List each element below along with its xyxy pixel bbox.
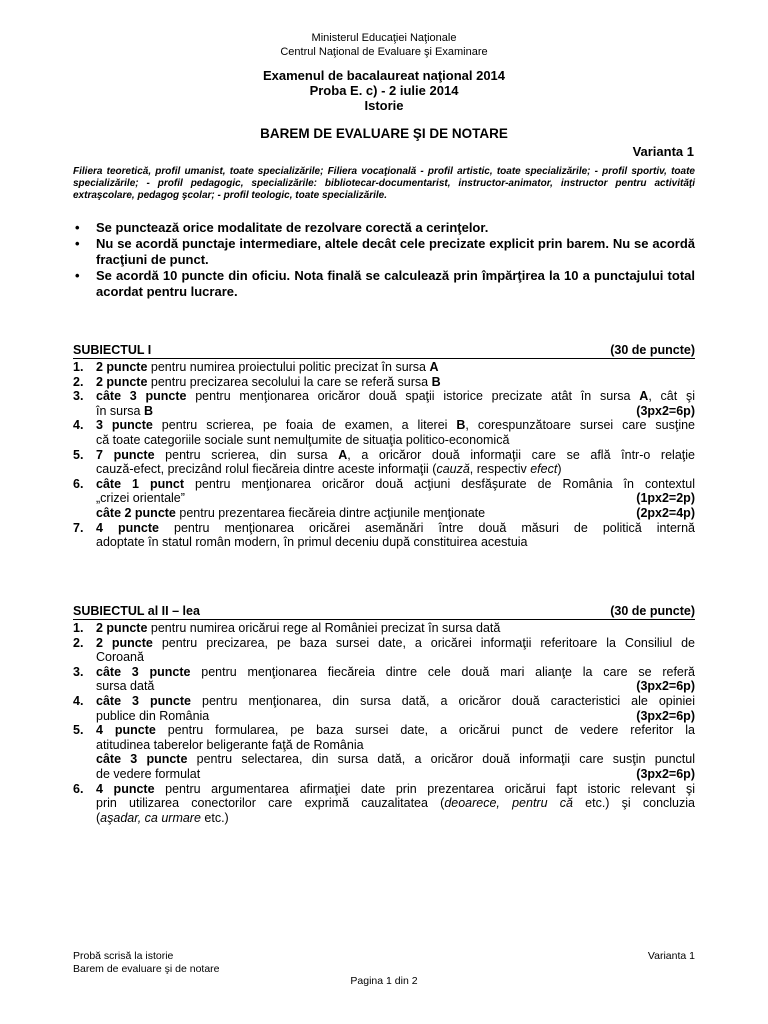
item-number: 1.: [73, 621, 84, 635]
cause-term: cauză: [436, 462, 470, 477]
item-text: etc.) şi concluzia: [572, 796, 695, 811]
item-score: (3px2=6p): [636, 403, 695, 418]
connector-terms: deoarece, pentru că: [444, 796, 573, 811]
filiera-line: sportiv, toate specializările; - profil pedagogic, specializările: bibliotecar-documentarist, instructor-animator,: [73, 166, 695, 189]
item-points: 2 puncte: [96, 621, 148, 635]
item-number: 2.: [73, 635, 84, 650]
item-points: câte 3 puncte: [96, 389, 187, 404]
item-text: etc.): [200, 810, 229, 825]
filiera-line: Filiera teoretică, profil umanist, toate specializările; Filiera vocaţională - profil artistic, toate specializările; - profil: [73, 166, 628, 177]
item-text: pentru menţionarea oricăror două spaţii istorice precizate atât în sursa: [186, 389, 640, 404]
section-heading: [73, 343, 695, 359]
list-item: [73, 477, 695, 521]
list-item: [73, 360, 695, 375]
item-points: 2 puncte: [96, 635, 153, 650]
footer-variant: Varianta 1: [647, 950, 695, 962]
section-title: SUBIECTUL al II – lea: [73, 604, 200, 618]
list-item: [73, 621, 695, 636]
filiera-line: instructor pentru activităţi extraşcolare, pedagog şcolar; - profil teologic, toate specializările.: [73, 178, 696, 201]
item-text: pentru selectarea, din sursa dată, a oricăror două informaţii care susţin punctul: [187, 752, 695, 767]
center-name: Centrul Naţional de Evaluare şi Examinare: [280, 46, 488, 58]
item-points: câte 1 punct: [96, 476, 184, 491]
item-points: 2 puncte: [96, 360, 148, 374]
item-text: pentru menţionarea fiecăreia dintre cele două mari alianţe la care se referă: [190, 664, 696, 679]
section-subiectul-1: [73, 343, 695, 550]
item-text: Coroană: [96, 650, 144, 665]
item-text: sursa dată: [96, 679, 155, 694]
item-points: câte 3 puncte: [96, 752, 188, 767]
footer-doc-name: Barem de evaluare şi de notare: [73, 963, 220, 975]
item-text: , a oricăror două informaţii care se află într-o relaţie: [347, 447, 695, 462]
list-item: [73, 375, 695, 390]
source-label: A: [429, 360, 439, 374]
section-points: (30 de puncte): [610, 343, 695, 357]
exam-subject: Istorie: [364, 98, 404, 113]
item-text: publice din România: [96, 708, 210, 723]
item-text: pentru argumentarea afirmaţiei date prin prezentarea oricărui fapt istoric relevant şi: [154, 781, 695, 796]
item-text: „crizei orientale”: [96, 491, 185, 506]
item-text: pentru precizarea secolului la care se referă sursa: [147, 374, 432, 389]
exam-titles: [0, 68, 768, 113]
item-text: de vedere formulat: [96, 766, 201, 781]
item-text: pentru menţionarea oricăror două acţiuni desfăşurate de România în contextul: [184, 476, 695, 491]
item-points: câte 3 puncte: [96, 664, 191, 679]
section-heading: [73, 604, 695, 620]
item-text: pentru menţionarea oricărei asemănări între două măsuri de politică internă: [158, 520, 695, 535]
source-label: A: [338, 447, 348, 462]
grading-rules: [73, 220, 695, 300]
ministry-name: Ministerul Educaţiei Naţionale: [311, 32, 457, 44]
item-text: (: [96, 810, 101, 825]
barem-title: BAREM DE EVALUARE ŞI DE NOTARE: [260, 126, 508, 141]
item-text: atitudinea taberelor beligerante faţă de România: [96, 737, 364, 752]
section-subiectul-2: [73, 604, 695, 825]
item-number: 2.: [73, 374, 84, 389]
item-number: 6.: [73, 476, 84, 491]
item-number: 5.: [73, 447, 84, 462]
item-text: pentru numirea oricărui rege al României precizat în sursa dată: [147, 621, 501, 635]
section-title: SUBIECTUL I: [73, 343, 152, 357]
item-text: pentru menţionarea, din sursa dată, a oricăror două caracteristici ale opiniei: [190, 693, 695, 708]
list-item: [73, 521, 695, 550]
item-text: , cât şi: [648, 389, 696, 404]
item-text: , corespunzătoare sursei care susţine: [465, 418, 696, 433]
item-score: (3px2=6p): [636, 679, 695, 694]
item-text: pentru precizarea, pe baza sursei date, a oricărei informaţii referitoare la Consiliul de: [152, 635, 695, 650]
effect-term: efect: [530, 462, 558, 477]
item-text: pentru scrierea, din sursa: [154, 447, 339, 462]
item-text: pentru prezentarea fiecăreia dintre acţiunile menţionate: [175, 505, 486, 520]
list-item: [73, 418, 695, 447]
item-number: 5.: [73, 723, 84, 738]
item-text: adoptate în statul român modern, în primul deceniu după constituirea acestuia: [96, 535, 528, 550]
list-item: [73, 782, 695, 826]
item-score: (3px2=6p): [636, 766, 695, 781]
item-number: 4.: [73, 693, 84, 708]
source-label: B: [143, 403, 153, 418]
list-item: [73, 636, 695, 665]
item-number: 1.: [73, 360, 84, 374]
item-text: că toate categoriile sociale sunt nemulţumite de situaţia politico-economică: [96, 432, 510, 447]
item-points: 3 puncte: [96, 418, 153, 433]
section-points: (30 de puncte): [610, 604, 695, 618]
document-header: [0, 31, 768, 59]
item-text: pentru scrierea, pe foaia de examen, a literei: [152, 418, 457, 433]
list-item: [73, 665, 695, 694]
item-score: (2px2=4p): [636, 505, 695, 520]
list-item: [73, 694, 695, 723]
rule-item: • Se acordă 10 puncte din oficiu. Nota finală se calculează prin împărţirea la 10 a punctajului total acordat pentru lucrare.: [73, 268, 695, 300]
item-points: 4 puncte: [96, 520, 159, 535]
item-points: câte 2 puncte: [96, 505, 176, 520]
item-score: (1px2=2p): [636, 491, 695, 506]
item-number: 3.: [73, 664, 84, 679]
rule-item: • Nu se acordă punctaje intermediare, altele decât cele precizate explicit prin barem. Nu se acordă fracţiuni de punct.: [73, 236, 695, 268]
conclusion-terms: aşadar, ca urmare: [100, 810, 201, 825]
list-item: [73, 448, 695, 477]
item-points: 4 puncte: [96, 723, 156, 738]
item-number: 7.: [73, 520, 84, 535]
item-text: ): [557, 462, 562, 477]
item-text: pentru numirea proiectului politic precizat în sursa: [147, 360, 430, 374]
item-text: prin utilizarea conectorilor care exprimă cauzalitatea (: [96, 796, 445, 811]
item-text: cauză-efect, precizând rolul fiecăreia dintre aceste informaţii (: [96, 462, 437, 477]
item-points: 4 puncte: [96, 781, 155, 796]
filiera-description: [73, 166, 695, 202]
footer-exam-name: Probă scrisă la istorie: [73, 950, 174, 962]
item-score: (3px2=6p): [636, 708, 695, 723]
source-label: B: [456, 418, 466, 433]
item-text: în sursa: [96, 403, 144, 418]
exam-title: Examenul de bacalaureat naţional 2014: [262, 68, 506, 83]
page-number: Pagina 1 din 2: [350, 975, 418, 987]
rule-item: • Se punctează orice modalitate de rezolvare corectă a cerinţelor.: [73, 220, 695, 236]
item-number: 4.: [73, 418, 84, 433]
list-item: [73, 723, 695, 781]
item-points: 2 puncte: [96, 374, 148, 389]
item-text: , respectiv: [469, 462, 531, 477]
source-label: A: [639, 389, 649, 404]
item-points: 7 puncte: [96, 447, 155, 462]
item-text: pentru formularea, pe baza sursei date, a oricărui punct de vedere referitor la: [155, 723, 695, 738]
item-points: câte 3 puncte: [96, 693, 191, 708]
page-footer: [73, 950, 695, 976]
variant-label: Varianta 1: [632, 144, 694, 159]
item-number: 6.: [73, 781, 84, 796]
list-item: [73, 389, 695, 418]
source-label: B: [431, 374, 441, 389]
exam-date: Proba E. c) - 2 iulie 2014: [309, 83, 459, 98]
item-number: 3.: [73, 389, 84, 404]
